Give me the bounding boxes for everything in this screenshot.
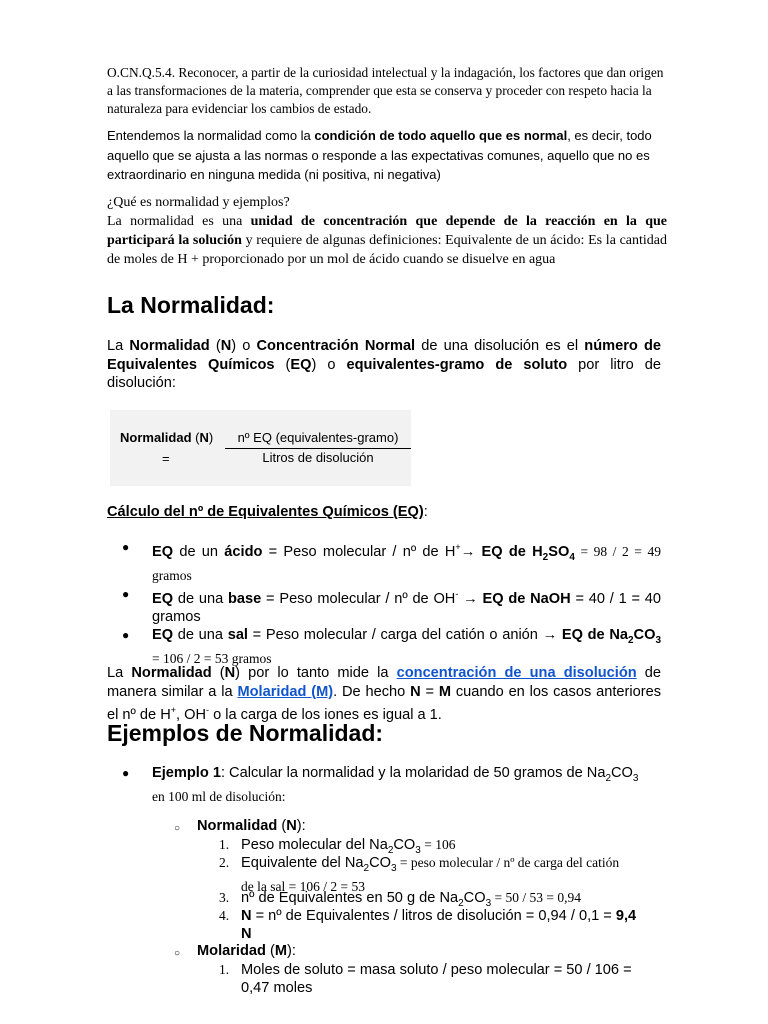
calc-equivalents-title — [107, 504, 428, 520]
subscript: 3 — [485, 897, 492, 909]
text: CO — [611, 765, 633, 781]
text: . De hecho — [333, 683, 411, 700]
step-number: 1. — [219, 962, 230, 977]
bold-text: SO — [548, 543, 570, 560]
normalidad-formula-box — [110, 410, 411, 486]
bold-text: M — [274, 943, 288, 959]
bold-text: N — [241, 908, 252, 924]
text: = 40 / 1 = 40 gramos — [152, 590, 662, 625]
text: y requiere de algunas definiciones: Equivalente de un ácido: Es la cantidad de moles de H + proporcionado por un mol de ácido cuando se disuelve en agua — [107, 233, 668, 267]
text: = Peso molecular / nº de H — [262, 543, 456, 560]
subscript: 2 — [387, 844, 394, 856]
text: Moles de soluto = masa soluto / peso molecular = 50 / 106 = — [241, 962, 632, 978]
bold-text: Ejemplo 1 — [152, 765, 221, 781]
text: ) o — [231, 338, 257, 354]
text: Entendemos la normalidad como la — [107, 128, 315, 143]
subscript: 3 — [632, 772, 639, 784]
text: cuando en los casos anteriores el nº de H — [107, 683, 661, 723]
text: La — [107, 338, 130, 354]
intro-question: ¿Qué es normalidad y ejemplos? — [107, 195, 290, 210]
bold-text: N — [410, 683, 421, 700]
step-number: 2. — [219, 855, 230, 870]
bold-text: N — [241, 926, 252, 942]
text: nº de Equivalentes en 50 g de Na — [241, 890, 459, 906]
bold-text: N — [224, 665, 236, 681]
text: CO — [463, 890, 486, 906]
text: de una — [173, 590, 228, 607]
text: ) o — [311, 356, 347, 373]
text: 0,47 moles — [241, 980, 313, 996]
superscript: + — [455, 542, 461, 552]
list-item-acido — [122, 538, 661, 585]
bullet-icon: ● — [122, 766, 130, 780]
bold-text: EQ — [290, 356, 312, 373]
subscript: 3 — [390, 862, 397, 874]
bold-text: N — [220, 338, 232, 354]
intro-question-block — [107, 193, 667, 269]
subscript: 2 — [605, 772, 611, 784]
circle-bullet-icon: ○ — [174, 823, 181, 834]
bold-text: EQ de NaOH — [482, 590, 571, 607]
molaridad-step-1 — [241, 961, 661, 997]
formula-equals: = — [162, 451, 170, 466]
list-item-sal — [122, 626, 661, 668]
normalidad-definition — [107, 337, 661, 393]
bold-text: M — [438, 683, 452, 700]
list-item-base — [122, 585, 662, 626]
bold-text: EQ — [152, 590, 174, 607]
link-molaridad[interactable]: Molaridad (M) — [237, 683, 334, 700]
bullet-icon: ● — [122, 540, 130, 554]
bold-text: EQ — [152, 626, 174, 643]
text: = 50 / 53 = 0,94 — [491, 890, 581, 905]
intro-answer — [107, 212, 667, 269]
bold-text: equivalentes-gramo de soluto — [346, 356, 568, 373]
bold-text: unidad de concentración que depende de la reacción en la que participará la solución — [107, 214, 667, 248]
formula-numerator: nº EQ (equivalentes-gramo) — [237, 430, 399, 445]
subscript: 2 — [542, 551, 549, 563]
text: : Calcular la normalidad y la molaridad de 50 gramos de Na — [220, 765, 606, 781]
molaridad-subtitle: Molaridad (M): — [197, 943, 296, 959]
bold-text: Normalidad — [129, 338, 210, 354]
text: CO — [393, 837, 416, 853]
bullet-icon: ● — [122, 586, 130, 601]
formula-denominator: Litros de disolución — [262, 450, 374, 465]
text: Cálculo del nº de Equivalentes Químicos (EQ) — [107, 504, 424, 520]
intro-definition-paragraph — [107, 126, 667, 185]
normalidad-subtitle: Normalidad (N): — [197, 818, 306, 834]
bold-text: EQ — [152, 543, 174, 560]
text: de un — [173, 543, 225, 560]
section-heading-ejemplos: Ejemplos de Normalidad: — [107, 720, 384, 746]
fraction-bar — [225, 448, 411, 449]
link-concentracion-disolucion[interactable]: concentración de una disolución — [396, 665, 637, 681]
text: Equivalente del Na — [241, 855, 364, 871]
text: o la carga de los iones es igual a 1. — [209, 706, 442, 723]
subscript: 3 — [415, 844, 421, 856]
bold-text: Molaridad — [197, 943, 266, 959]
bold-text: ácido — [224, 543, 263, 560]
text: , OH — [176, 706, 207, 723]
text: La normalidad es una — [107, 214, 251, 229]
normalidad-molaridad-paragraph — [107, 664, 661, 724]
text: = 106 — [420, 837, 456, 852]
text: = peso molecular / nº de carga del catión — [396, 855, 620, 870]
text: , es decir, todo aquello que se ajusta a las normas o responde a las expectativas comunes, aquello que no es extraordinario en ninguna medida (ni positiva, ni negativa) — [107, 128, 652, 182]
intro-objective-paragraph: O.CN.Q.5.4. Reconocer, a partir de la curiosidad intelectual y la indagación, los factores que dan origen a las transformaciones de la materia, comprender que esta se conserva y proceder con respeto hacia la naturaleza para evidenciar los cambios de estado. — [107, 65, 664, 116]
step-number: 3. — [219, 890, 230, 905]
text: = Peso molecular / carga del catión o anión → — [248, 626, 562, 643]
text: = — [420, 683, 439, 700]
bold-text: CO — [633, 626, 656, 643]
text: ( — [209, 338, 221, 354]
subscript: 2 — [627, 634, 634, 646]
step-number: 4. — [219, 908, 230, 923]
superscript: - — [206, 705, 210, 715]
bold-text: sal — [227, 626, 248, 643]
bullet-icon: ● — [122, 627, 130, 642]
text: = Peso molecular / nº de OH — [261, 590, 456, 607]
bold-text: condición de todo aquello que es normal — [314, 128, 568, 143]
superscript: - — [455, 588, 459, 599]
normalidad-step-4 — [241, 907, 661, 943]
section-heading-normalidad: La Normalidad: — [107, 292, 275, 318]
text: por litro de disolución: — [107, 356, 661, 391]
text: CO — [369, 855, 391, 871]
text: = 98 / 2 = 49 gramos — [152, 543, 661, 583]
step-number: 1. — [219, 837, 230, 852]
text: en 100 ml de disolución: — [152, 788, 286, 804]
text: : — [423, 504, 428, 520]
bold-text: Normalidad — [197, 818, 278, 834]
text: ( — [274, 356, 291, 373]
text: Peso molecular del Na — [241, 837, 388, 853]
bold-text: Concentración Normal — [256, 338, 416, 354]
text: La — [107, 665, 132, 681]
subscript: 2 — [458, 897, 464, 909]
subscript: 4 — [569, 551, 575, 563]
text: de una — [173, 626, 228, 643]
bold-text: N — [286, 818, 297, 834]
text: = 106 / 2 = 53 gramos — [152, 650, 272, 666]
text: = nº de Equivalentes / litros de disolución = 0,94 / 0,1 = — [251, 908, 616, 924]
equivalents-list — [122, 538, 662, 668]
text: ) por lo tanto mide la — [235, 665, 397, 681]
subscript: 3 — [655, 634, 661, 646]
superscript: + — [170, 705, 177, 715]
bold-text: EQ de H — [481, 543, 543, 560]
text: de una disolución es el — [415, 338, 585, 354]
bold-text: 9,4 — [615, 908, 637, 924]
text: → — [458, 590, 483, 607]
bold-text: Normalidad — [131, 665, 212, 681]
bold-text: EQ de Na — [561, 626, 628, 643]
circle-bullet-icon: ○ — [174, 948, 181, 959]
example-1-statement — [128, 764, 661, 806]
bold-text: base — [228, 590, 262, 607]
text: → — [460, 543, 482, 560]
example-1-block — [122, 764, 661, 806]
text: de la sal = 106 / 2 = 53 — [241, 878, 365, 894]
bold-text: número de Equivalentes Químicos — [107, 338, 661, 373]
subscript: 2 — [363, 862, 370, 874]
text: de manera similar a la — [107, 665, 662, 700]
text: ( — [211, 665, 225, 681]
formula-label: Normalidad (N) — [120, 430, 214, 445]
